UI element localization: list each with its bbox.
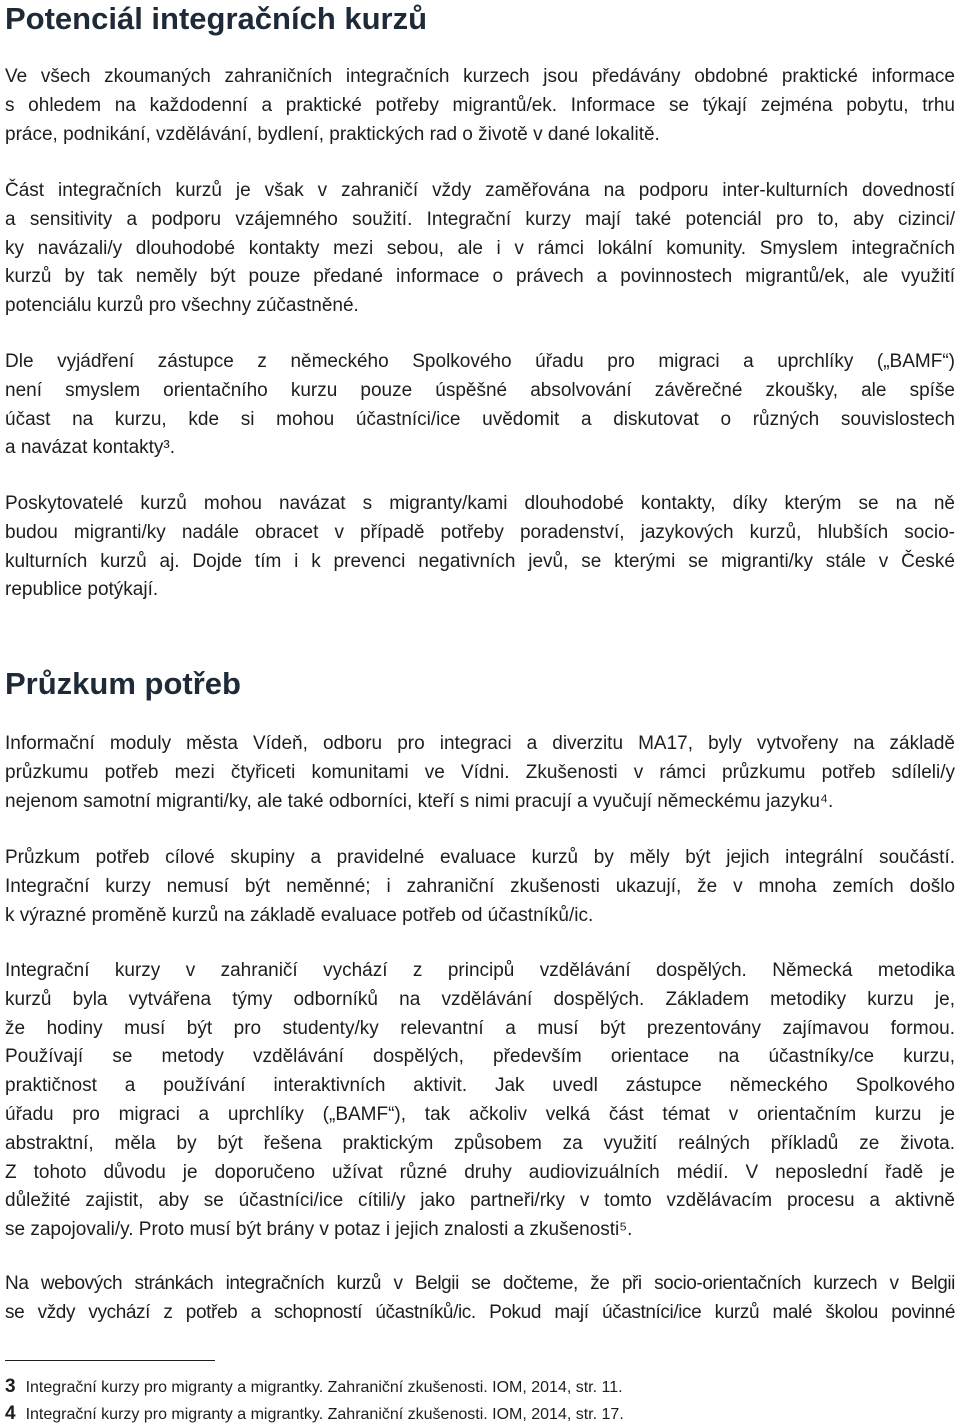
footnote-separator — [5, 1360, 215, 1361]
text-line: Ve všech zkoumaných zahraničních integračních kurzech jsou předávány obdobné praktické informace — [5, 66, 955, 87]
text-line: a sensitivity a podporu vzájemného soužití. Integrační kurzy mají také potenciál pro to, aby cizinci/ — [5, 208, 955, 230]
text-line: budou migranti/ky nadále obracet v případě potřeby poradenství, jazykových kurzů, hlubších socio- — [5, 521, 955, 543]
text-line: průzkumu potřeb mezi čtyřiceti komunitami ve Vídni. Zkušenosti v rámci průzkumu potřeb sdíleli/y — [5, 761, 955, 783]
text-line: k výrazné proměně kurzů na základě evaluace potřeb od účastníků/ic. — [5, 904, 594, 926]
text-line: republice potýkají. — [5, 579, 159, 601]
footnote-number: 3 — [5, 1376, 16, 1397]
text-line: kurzů by tak neměly být pouze předané informace o právech a povinnostech migrantů/ek, ale využití — [5, 266, 955, 288]
paragraph — [5, 348, 955, 463]
text-line: kulturních kurzů aj. Dojde tím i k prevenci negativních jevů, se kterými se migranti/ky stále v České — [5, 550, 955, 572]
text-line: kurzů byla vytvářena týmy odborníků na vzdělávání dospělých. Základem metodiky kurzu je, — [5, 988, 955, 1010]
paragraph — [5, 844, 955, 930]
text-line: Dle vyjádření zástupce z německého Spolkového úřadu pro migraci a uprchlíky („BAMF“) — [5, 351, 955, 372]
text-line: Část integračních kurzů je však v zahraničí vždy zaměřována na podporu inter-kulturních dovedností — [5, 180, 955, 201]
text-line: není smyslem orientačního kurzu pouze úspěšné absolvování závěrečné zkoušky, ale spíše — [5, 379, 955, 401]
text-line: Integrační kurzy nemusí být neměnné; i zahraniční zkušenosti ukazují, že v mnoha zemích došlo — [5, 875, 955, 897]
paragraph — [5, 957, 955, 1245]
text-line: Z tohoto důvodu je doporučeno užívat různé druhy audiovizuálních médií. V neposlední řadě je — [5, 1161, 955, 1183]
text-line: Poskytovatelé kurzů mohou navázat s migranty/kami dlouhodobé kontakty, díky kterým se na ně — [5, 493, 955, 514]
text-line: Na webových stránkách integračních kurzů v Belgii se dočteme, že při socio-orientačních kurzech v Belgii — [5, 1273, 955, 1294]
text-line: Používají se metody vzdělávání dospělých, především orientace na účastníky/ce kurzu, — [5, 1046, 955, 1068]
section-heading-pruzkum: Průzkum potřeb — [5, 666, 241, 701]
paragraph — [5, 730, 955, 816]
text-line: ky navázali/y dlouhodobé kontakty mezi sebou, ale i v rámci lokální komunity. Smyslem integračních — [5, 237, 955, 259]
footnote-3 — [5, 1377, 623, 1398]
text-line: potenciálu kurzů pro všechny zúčastněné. — [5, 295, 359, 317]
paragraph — [5, 177, 955, 321]
text-line: důležité zajistit, aby se účastníci/ice cítili/y jako partneři/rky v tomto vzdělávacím procesu a aktivně — [5, 1190, 955, 1212]
footnote-text: Integrační kurzy pro migranty a migrantky. Zahraniční zkušenosti. IOM, 2014, str. 11. — [25, 1379, 623, 1396]
footnote-number: 4 — [5, 1403, 16, 1424]
text-line: praktičnost a používání interaktivních aktivit. Jak uvedl zástupce německého Spolkového — [5, 1075, 955, 1097]
text-line: Integrační kurzy v zahraničí vychází z principů vzdělávání dospělých. Německá metodika — [5, 960, 955, 981]
text-line: účast na kurzu, kde si mohou účastníci/ice uvědomit a diskutovat o různých souvislostech — [5, 408, 955, 430]
text-line: že hodiny musí být pro studenty/ky relevantní a musí být prezentovány zajímavou formou. — [5, 1017, 955, 1039]
paragraph — [5, 490, 955, 605]
text-line: nejenom samotní migranti/ky, ale také odborníci, kteří s nimi pracují a vyučují německému jazyku⁴. — [5, 790, 834, 812]
text-line: Informační moduly města Vídeň, odboru pro integraci a diverzitu MA17, byly vytvořeny na základě — [5, 733, 955, 754]
text-line: s ohledem na každodenní a praktické potřeby migrantů/ek. Informace se týkají zejména pobytu, trhu — [5, 94, 955, 116]
section-heading-potencial: Potenciál integračních kurzů — [5, 1, 428, 36]
text-line: se vždy vychází z potřeb a schopností účastníků/ic. Pokud mají účastníci/ice kurzů malé školou povinné — [5, 1301, 955, 1323]
paragraph — [5, 63, 955, 149]
footnote-text: Integrační kurzy pro migranty a migrantky. Zahraniční zkušenosti. IOM, 2014, str. 17. — [25, 1406, 624, 1423]
text-line: práce, podnikání, vzdělávání, bydlení, praktických rad o životě v dané lokalitě. — [5, 123, 660, 145]
paragraph — [5, 1270, 955, 1328]
text-line: a navázat kontakty³. — [5, 437, 176, 459]
text-line: abstraktní, měla by být řešena praktickým způsobem za využití reálných příkladů ze života. — [5, 1132, 955, 1154]
text-line: se zapojovali/y. Proto musí být brány v potaz i jejich znalosti a zkušenosti⁵. — [5, 1219, 633, 1241]
footnote-4 — [5, 1404, 624, 1425]
text-line: úřadu pro migraci a uprchlíky („BAMF“), tak ačkoliv velká část témat v orientačním kurzu je — [5, 1103, 955, 1125]
text-line: Průzkum potřeb cílové skupiny a pravidelné evaluace kurzů by měly být jejich integrální součástí. — [5, 847, 955, 868]
